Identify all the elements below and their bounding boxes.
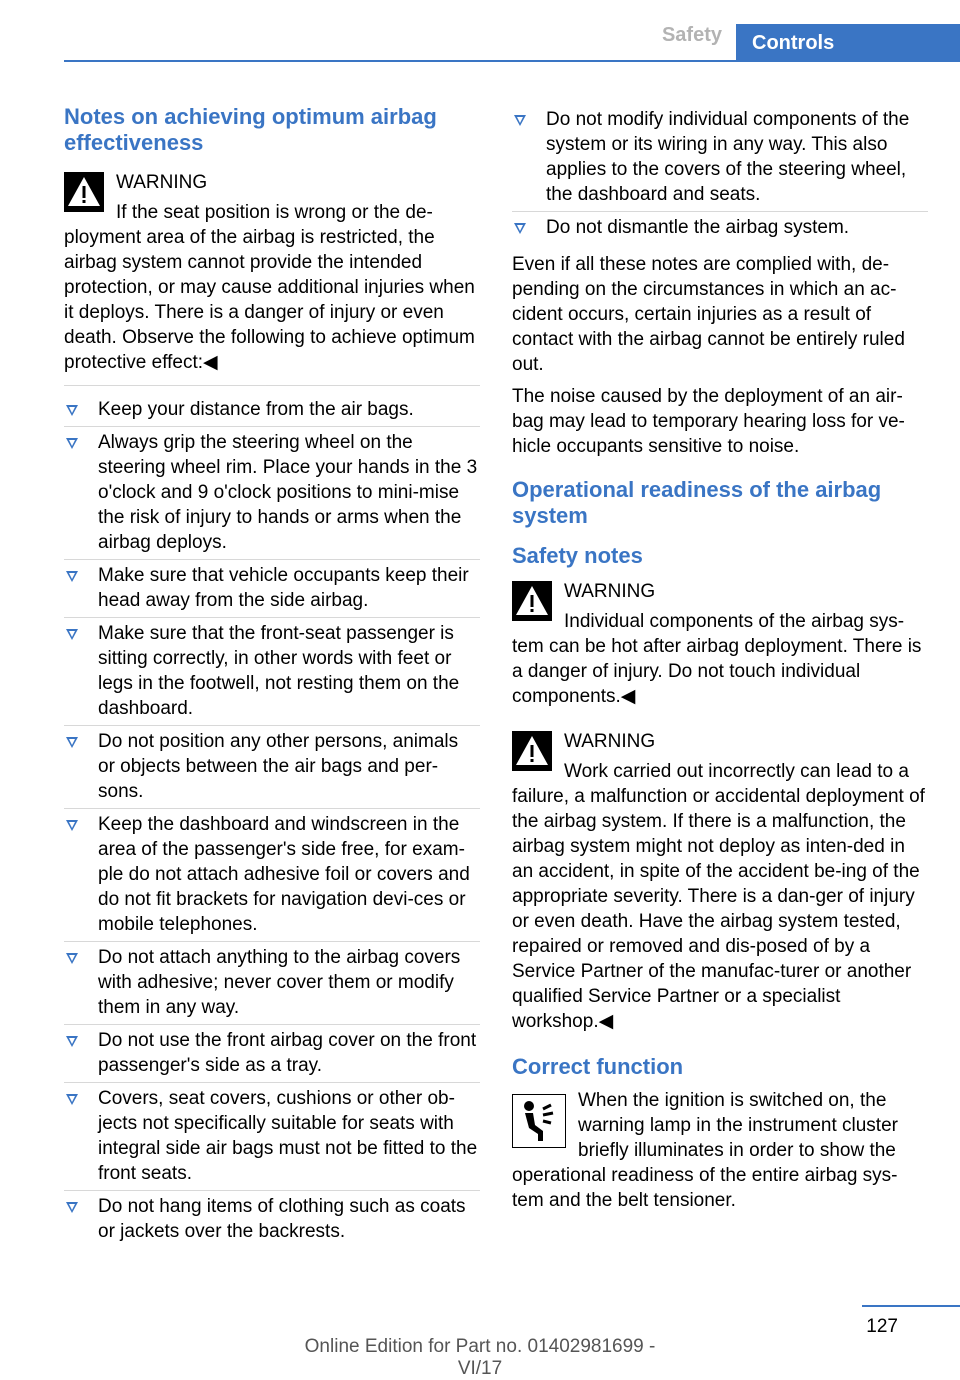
airbag-warning-lamp-icon	[512, 1094, 566, 1148]
page-header	[0, 0, 960, 62]
list-item: Always grip the steering wheel on the steering wheel rim. Place your hands in the 3 o'clock and 9 o'clock positions to mini-mise the risk of injury to hands or arms when the airbag deploys.	[64, 426, 480, 559]
correct-function-paragraph: When the ignition is switched on, the warning lamp in the instrument cluster briefly illuminates in order to show the operational readiness of the entire airbag sys-tem and the belt tensioner.	[512, 1090, 898, 1211]
list-item: Covers, seat covers, cushions or other ob-jects not specifically suitable for seats with integral side air bags must not be fitted to the front seats.	[64, 1082, 480, 1190]
list-item: Keep the dashboard and windscreen in the area of the passenger's side free, for exam-ple do not attach adhesive foil or covers and do not fit brackets for navigation devi-ces or mobile telephones.	[64, 808, 480, 941]
paragraph: The noise caused by the deployment of an air-bag may lead to temporary hearing loss for ve-hicle occupants sensitive to noise.	[512, 386, 905, 457]
warning-title: WARNING	[564, 581, 656, 602]
list-item: Make sure that vehicle occupants keep their head away from the side airbag.	[64, 559, 480, 617]
warning-title: WARNING	[116, 172, 208, 193]
list-item: Make sure that the front-seat passenger is sitting correctly, in other words with feet or legs in the footwell, not resting them on the dashboard.	[64, 617, 480, 725]
header-divider	[64, 60, 960, 62]
subsection-heading-correct-function: Correct function	[512, 1054, 684, 1079]
warning-text: Work carried out incorrectly can lead to a failure, a malfunction or accidental deployment of the airbag system. If there is a malfunction, the airbag system might not deploy as inten-ded in an accident, in spite of the accident be-ing of the appropriate severity. There is a dan-ger of injury or even death. Have the airbag system tested, repaired or removed and dis-posed of by a Service Partner of the manufac-turer or another qualified Service Partner or a specialist workshop.◀	[512, 761, 925, 1032]
footer-divider	[862, 1305, 960, 1307]
right-column	[512, 104, 928, 1220]
warning-title: WARNING	[564, 731, 656, 752]
bullet-triangle-icon	[66, 1094, 78, 1105]
list-item: Do not hang items of clothing such as coats or jackets over the backrests.	[64, 1190, 480, 1248]
warning-triangle-icon	[512, 731, 552, 771]
warning-text: If the seat position is wrong or the de-ployment area of the airbag is restricted, the airbag system cannot provide the intended protection, or may cause additional injuries when it deploys. There is a danger of injury or even death. Observe the following to achieve optimum protective effect:◀	[64, 202, 475, 373]
bullet-triangle-icon	[66, 1036, 78, 1047]
bullet-triangle-icon	[66, 1202, 78, 1213]
warning-block	[512, 577, 928, 709]
subsection-heading-safety-notes: Safety notes	[512, 543, 643, 568]
warning-block	[64, 168, 480, 375]
bullet-triangle-icon	[66, 820, 78, 831]
tab-controls[interactable]: Controls	[736, 24, 960, 62]
section-heading-operational-readiness: Operational readiness of the airbag system	[512, 477, 882, 528]
bullet-triangle-icon	[66, 953, 78, 964]
bullet-triangle-icon	[66, 571, 78, 582]
bullet-triangle-icon	[514, 115, 526, 126]
bullet-triangle-icon	[66, 438, 78, 449]
list-item: Do not use the front airbag cover on the front passenger's side as a tray.	[64, 1024, 480, 1082]
list-item: Do not modify individual components of the system or its wiring in any way. This also applies to the covers of the steering wheel, the dashboard and seats.	[512, 104, 928, 211]
bullet-triangle-icon	[514, 223, 526, 234]
list-item: Do not position any other persons, animals or objects between the air bags and per-sons.	[64, 725, 480, 808]
list-item: Do not attach anything to the airbag covers with adhesive; never cover them or modify them in any way.	[64, 941, 480, 1024]
warning-triangle-icon	[512, 581, 552, 621]
bullet-triangle-icon	[66, 405, 78, 416]
bullet-triangle-icon	[66, 629, 78, 640]
bullet-list	[64, 385, 480, 1248]
list-item: Keep your distance from the air bags.	[64, 394, 480, 426]
section-heading-airbag-effectiveness: Notes on achieving optimum airbag effectiveness	[64, 104, 437, 155]
bullet-triangle-icon	[66, 737, 78, 748]
warning-triangle-icon	[64, 172, 104, 212]
paragraph: Even if all these notes are complied with, de-pending on the circumstances in which an ac-cident occurs, certain injuries as a result of contact with the airbag cannot be entirely ruled out.	[512, 254, 905, 375]
warning-text: Individual components of the airbag sys-tem can be hot after airbag deployment. There is a danger of injury. Do not touch individual components.◀	[512, 611, 922, 707]
left-column	[64, 104, 480, 1256]
list-item: Do not dismantle the airbag system.	[512, 211, 928, 244]
bullet-list	[512, 104, 928, 244]
page-number: 127	[866, 1316, 898, 1337]
tab-safety[interactable]: Safety	[661, 24, 722, 46]
edition-note: Online Edition for Part no. 01402981699 - VI/17	[304, 1336, 656, 1379]
warning-block	[512, 727, 928, 1034]
